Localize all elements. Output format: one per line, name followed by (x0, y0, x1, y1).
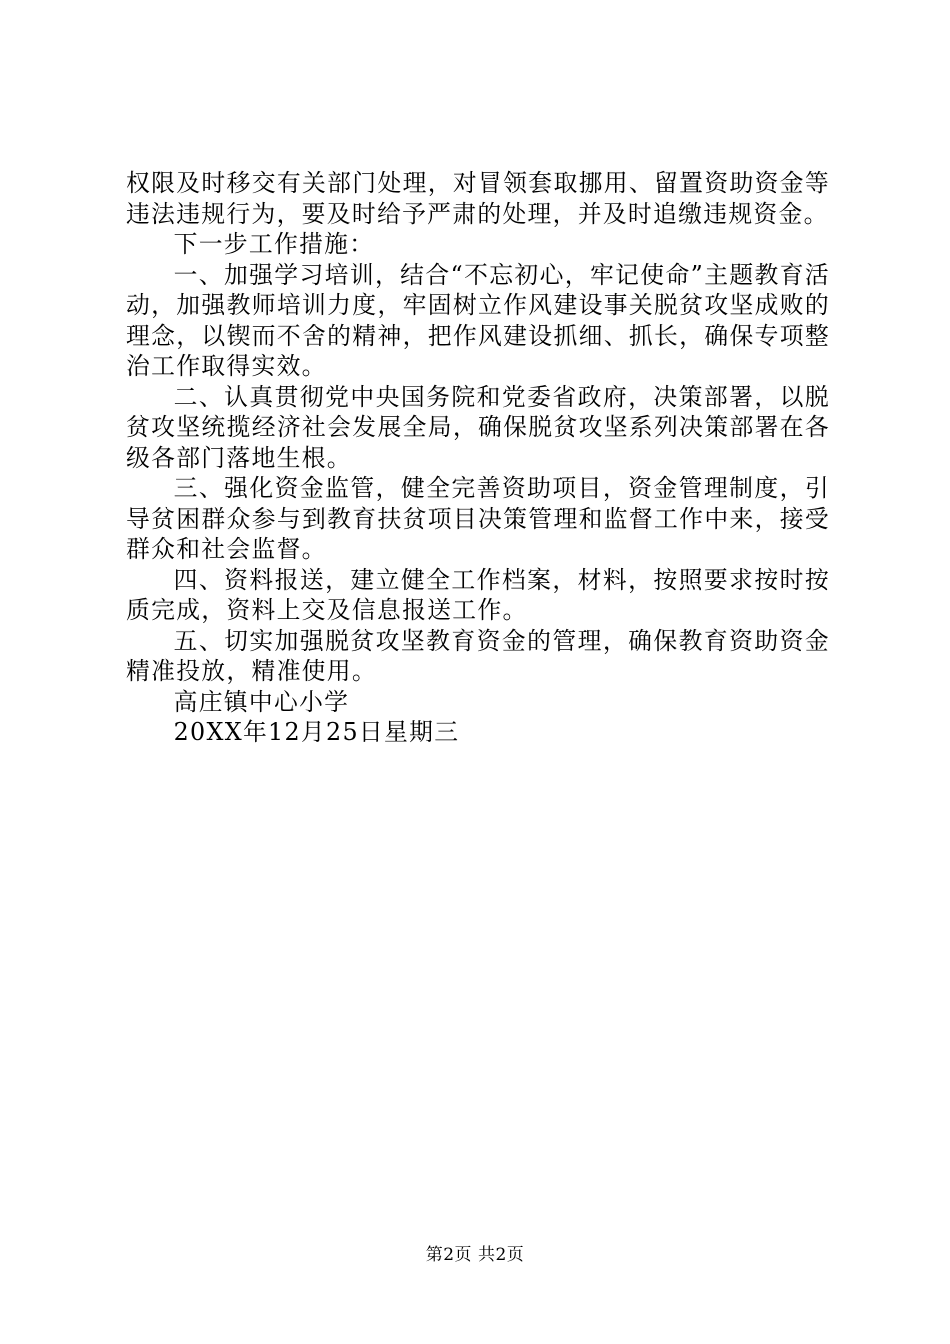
paragraph-measure-4: 四、资料报送，建立健全工作档案，材料，按照要求按时按质完成，资料上交及信息报送工作。 (126, 565, 830, 624)
signature-date: 20XX年12月25日星期三 (173, 718, 460, 746)
paragraph-continuation: 权限及时移交有关部门处理，对冒领套取挪用、留置资助资金等违法违规行为，要及时给予严肃的处理，并及时追缴违规资金。 (126, 169, 830, 228)
document-body (126, 168, 830, 748)
paragraph-measure-5: 五、切实加强脱贫攻坚教育资金的管理，确保教育资助资金精准投放，精准使用。 (126, 626, 830, 685)
paragraph-measure-3: 三、强化资金监管，健全完善资助项目，资金管理制度，引导贫困群众参与到教育扶贫项目决策管理和监督工作中来，接受群众和社会监督。 (126, 474, 830, 563)
paragraph-next-steps-heading: 下一步工作措施： (173, 230, 375, 258)
page-number-footer: 第2页 共2页 (425, 1245, 525, 1265)
paragraph-measure-1: 一、加强学习培训，结合“不忘初心，牢记使命”主题教育活动，加强教师培训力度，牢固树立作风建设事关脱贫攻坚成败的理念，以锲而不舍的精神，把作风建设抓细、抓长，确保专项整治工作取得实效。 (126, 260, 830, 380)
paragraph-measure-2: 二、认真贯彻党中央国务院和党委省政府，决策部署，以脱贫攻坚统揽经济社会发展全局，确保脱贫攻坚系列决策部署在各级各部门落地生根。 (126, 382, 830, 472)
signature-organization: 高庄镇中心小学 (173, 687, 350, 716)
